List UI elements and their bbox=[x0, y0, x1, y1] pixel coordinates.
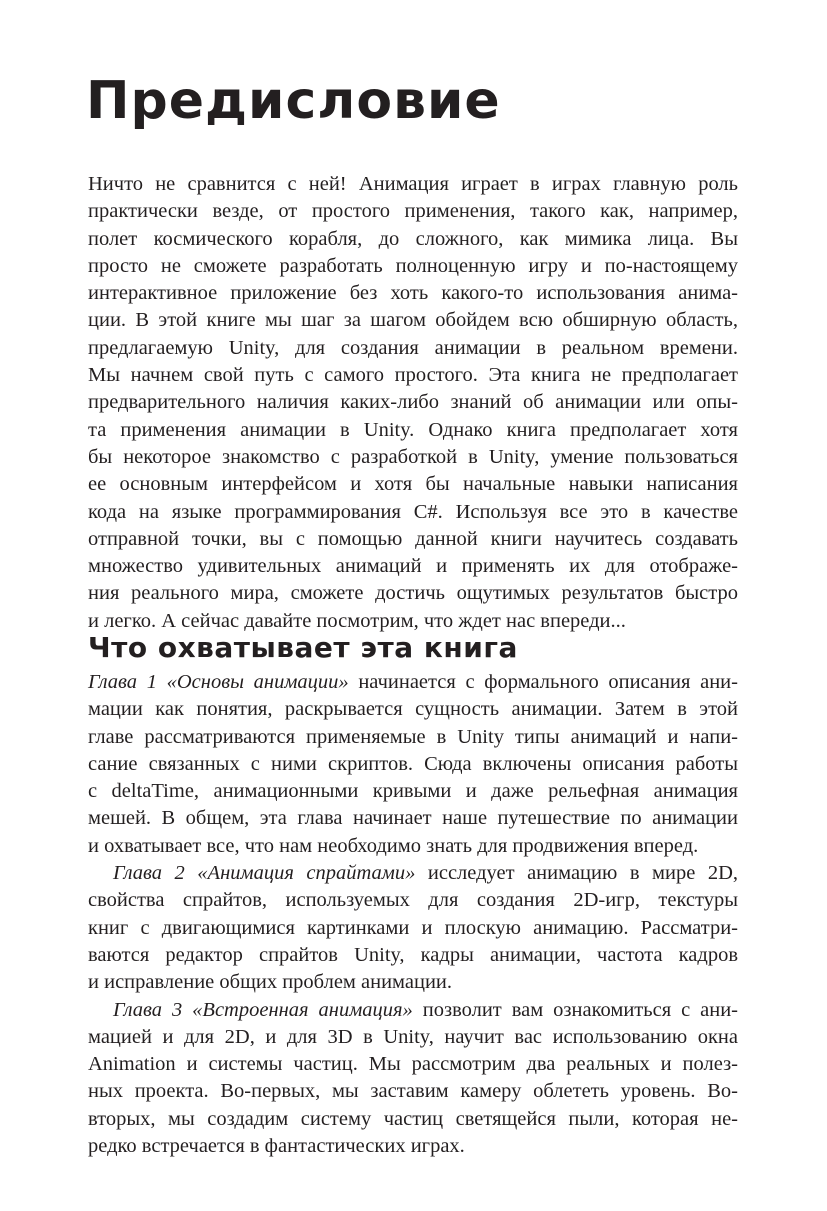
text-segment: практически везде, от простого применения, такого как, например, bbox=[88, 200, 738, 223]
text-segment: мацией и для 2D, и для 3D в Unity, научит вас использованию окна bbox=[88, 1025, 738, 1048]
text-line-content bbox=[88, 1024, 738, 1051]
text-line-content bbox=[88, 915, 738, 942]
text-segment: ваются редактор спрайтов Unity, кадры анимации, частота кадров bbox=[88, 943, 738, 966]
text-line-content bbox=[88, 335, 738, 362]
text-segment: позволит вам ознакомиться с ани- bbox=[412, 998, 738, 1021]
text-line bbox=[88, 969, 738, 996]
text-line-content bbox=[88, 226, 738, 253]
text-segment: просто не сможете разработать полноценную игру и по-настоящему bbox=[88, 254, 738, 277]
text-segment: бы некоторое знакомство с разработкой в Unity, умение пользоваться bbox=[88, 445, 738, 468]
text-segment: интерактивное приложение без хоть какого-то использования анима- bbox=[88, 282, 738, 305]
text-line-content bbox=[88, 751, 738, 778]
text-line-content bbox=[88, 580, 738, 607]
text-segment: сание связанных с ними скриптов. Сюда включены описания работы bbox=[88, 752, 738, 775]
text-line bbox=[88, 1078, 738, 1105]
text-line bbox=[88, 444, 738, 471]
text-segment: начинается с формального описания ани- bbox=[348, 671, 738, 693]
text-segment: предварительного наличия каких-либо знаний об анимации или опы- bbox=[88, 391, 738, 414]
chapter-title: Глава 2 «Анимация спрайтами» bbox=[113, 862, 416, 885]
text-line-content bbox=[88, 724, 738, 751]
text-segment: и исправление общих проблем анимации. bbox=[88, 971, 453, 994]
text-line bbox=[88, 526, 738, 553]
text-line bbox=[88, 997, 738, 1024]
text-line bbox=[88, 198, 738, 225]
text-segment: и охватывает все, что нам необходимо знать для продвижения вперед. bbox=[88, 834, 699, 857]
text-line bbox=[88, 1133, 738, 1160]
section-heading: Что охватывает эта книга bbox=[88, 631, 518, 664]
text-line-content bbox=[88, 1133, 738, 1160]
text-segment: Ничто не сравнится с ней! Анимация играет в играх главную роль bbox=[88, 173, 738, 195]
text-line-content bbox=[88, 280, 738, 307]
text-line bbox=[88, 724, 738, 751]
text-segment: та применения анимации в Unity. Однако книга предполагает хотя bbox=[88, 418, 738, 441]
text-segment: книг с двигающимися картинками и плоскую анимацию. Рассматри- bbox=[88, 916, 738, 939]
text-line-content bbox=[88, 362, 738, 389]
text-line bbox=[88, 226, 738, 253]
text-line bbox=[88, 1051, 738, 1078]
text-line bbox=[88, 833, 738, 860]
text-line-content bbox=[88, 778, 738, 805]
text-line bbox=[88, 915, 738, 942]
text-line bbox=[88, 1106, 738, 1133]
text-segment: вторых, мы создадим систему частиц светящейся пыли, которая не- bbox=[88, 1107, 738, 1130]
text-line-content bbox=[88, 253, 738, 280]
text-line-content bbox=[88, 696, 738, 723]
text-line-content bbox=[88, 307, 738, 334]
text-line-content bbox=[88, 1078, 738, 1105]
text-line-content bbox=[88, 471, 738, 498]
text-line-content bbox=[88, 969, 738, 996]
text-line bbox=[88, 580, 738, 607]
text-line-content bbox=[88, 805, 738, 832]
text-line-content bbox=[88, 499, 738, 526]
text-segment: ния реального мира, сможете достичь ощутимых результатов быстро bbox=[88, 582, 738, 605]
text-segment: ее основным интерфейсом и хотя бы начальные навыки написания bbox=[88, 473, 738, 496]
text-line bbox=[88, 860, 738, 887]
text-segment: множество удивительных анимаций и применять их для отображе- bbox=[88, 555, 738, 578]
text-line bbox=[88, 280, 738, 307]
chapter-title: Глава 3 «Встроенная анимация» bbox=[113, 998, 413, 1021]
text-line bbox=[88, 751, 738, 778]
text-line-content bbox=[88, 553, 738, 580]
text-line bbox=[88, 253, 738, 280]
text-line-content bbox=[88, 444, 738, 471]
text-line-content bbox=[88, 526, 738, 553]
text-line-content bbox=[88, 669, 738, 696]
text-line-content bbox=[113, 860, 738, 887]
text-line bbox=[88, 499, 738, 526]
text-segment: свойства спрайтов, используемых для создания 2D-игр, текстуры bbox=[88, 889, 738, 912]
text-segment: исследует анимацию в мире 2D, bbox=[415, 862, 739, 885]
text-segment: кода на языке программирования C#. Используя все это в качестве bbox=[88, 500, 738, 523]
intro-paragraph bbox=[88, 171, 738, 635]
text-segment: мешей. В общем, эта глава начинает наше путешествие по анимации bbox=[88, 807, 738, 830]
text-line-content bbox=[88, 1106, 738, 1133]
text-line bbox=[88, 362, 738, 389]
text-segment: с deltaTime, анимационными кривыми и даже рельефная анимация bbox=[88, 780, 738, 803]
text-line-content bbox=[88, 417, 738, 444]
text-line bbox=[88, 942, 738, 969]
text-segment: полет космического корабля, до сложного, как мимика лица. Вы bbox=[88, 227, 738, 250]
text-line-content bbox=[88, 389, 738, 416]
text-segment: главе рассматриваются применяемые в Unity типы анимаций и напи- bbox=[88, 725, 738, 748]
text-line bbox=[88, 307, 738, 334]
text-line-content bbox=[88, 1051, 738, 1078]
text-line bbox=[88, 696, 738, 723]
text-segment: и легко. А сейчас давайте посмотрим, что ждет нас впереди... bbox=[88, 609, 626, 632]
text-line bbox=[88, 805, 738, 832]
text-line bbox=[88, 335, 738, 362]
chapters-section bbox=[88, 669, 738, 1160]
text-segment: отправной точки, вы с помощью данной книги научитесь создавать bbox=[88, 527, 738, 550]
text-line-content bbox=[88, 887, 738, 914]
text-line bbox=[88, 553, 738, 580]
text-line-content bbox=[88, 171, 738, 198]
text-line bbox=[88, 471, 738, 498]
text-line bbox=[88, 417, 738, 444]
text-line bbox=[88, 1024, 738, 1051]
text-segment: редко встречается в фантастических играх. bbox=[88, 1135, 465, 1158]
text-line bbox=[88, 887, 738, 914]
text-segment: мации как понятия, раскрывается сущность анимации. Затем в этой bbox=[88, 698, 738, 721]
text-segment: Animation и системы частиц. Мы рассмотрим два реальных и полез- bbox=[88, 1053, 738, 1076]
text-line bbox=[88, 389, 738, 416]
text-line bbox=[88, 669, 738, 696]
text-segment: предлагаемую Unity, для создания анимации в реальном времени. bbox=[88, 336, 738, 359]
text-line-content bbox=[88, 942, 738, 969]
text-line-content bbox=[88, 833, 738, 860]
chapter-title: Глава 1 «Основы анимации» bbox=[88, 671, 349, 693]
text-segment: ции. В этой книге мы шаг за шагом обойдем всю обширную область, bbox=[88, 309, 738, 332]
text-line bbox=[88, 778, 738, 805]
text-line-content bbox=[88, 198, 738, 225]
text-segment: Мы начнем свой путь с самого простого. Эта книга не предполагает bbox=[88, 364, 738, 387]
text-line-content bbox=[113, 997, 738, 1024]
text-segment: ных проекта. Во-первых, мы заставим камеру облететь уровень. Во- bbox=[88, 1080, 738, 1103]
text-line bbox=[88, 171, 738, 198]
page-title: Предисловие bbox=[86, 71, 501, 131]
